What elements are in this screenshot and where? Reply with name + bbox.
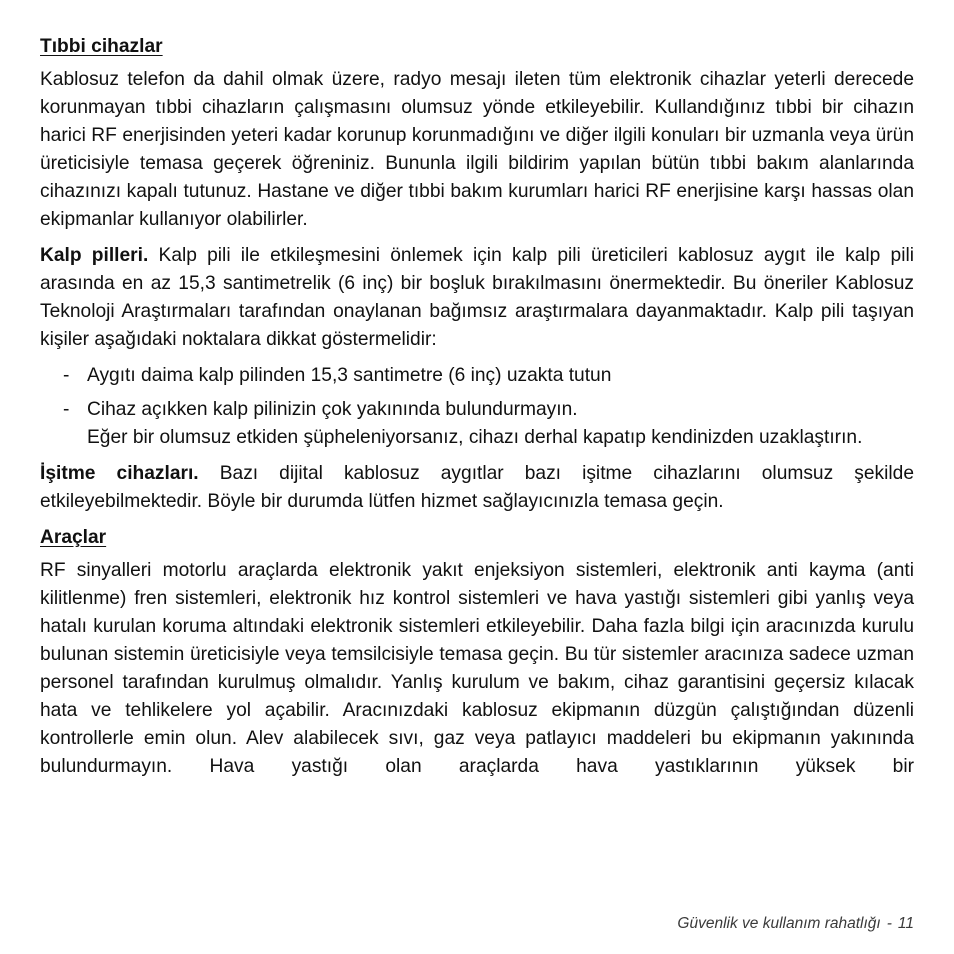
list-item bbox=[40, 362, 914, 390]
paragraph-pacemakers bbox=[40, 242, 914, 354]
paragraph-medical-devices: Kablosuz telefon da dahil olmak üzere, radyo mesajı ileten tüm elektronik cihazlar yeterli derecede korunmayan tıbbi cihazların çalışmasını olumsuz yönde etkileyebilir. Kullandığınız tıbbi bir cihazın harici RF enerjisinden yeteri kadar korunup korunmadığını ve diğer ilgili konuları bir uzmanla veya ürün üreticisiyle temasa geçerek öğreniniz. Bununla ilgili bildirim yapılan bütün tıbbi bakım alanlarında cihazınızı kapalı tutunuz. Hastane ve diğer tıbbi bakım kurumları harici RF enerjisine karşı hassas olan ekipmanlar kullanıyor olabilirler. bbox=[40, 69, 914, 230]
bullet-dash: - bbox=[63, 399, 70, 420]
list-item-text: Aygıtı daima kalp pilinden 15,3 santimetre (6 inç) uzakta tutun bbox=[87, 365, 612, 386]
hearing-aids-lead: İşitme cihazları. bbox=[40, 463, 199, 484]
list-item-text: Cihaz açıkken kalp pilinizin çok yakınında bulundurmayın. bbox=[87, 399, 578, 420]
page-footer bbox=[677, 915, 914, 933]
document-page bbox=[40, 33, 914, 789]
pacemaker-bullet-list bbox=[40, 362, 914, 452]
section-heading-medical-devices: Tıbbi cihazlar bbox=[40, 36, 163, 57]
hearing-aids-text: Bazı dijital kablosuz aygıtlar bazı işitme cihazlarını olumsuz şekilde etkileyebilmektedir. Böyle bir durumda lütfen hizmet sağlayıcınızla temasa geçin. bbox=[40, 463, 914, 512]
paragraph-vehicles: RF sinyalleri motorlu araçlarda elektronik yakıt enjeksiyon sistemleri, elektronik anti kayma (anti kilitlenme) fren sistemleri, elektronik hız kontrol sistemleri ve hava yastığı sistemleri gibi yanlış veya hatalı kurulan koruma altındaki elektronik sistemleri etkileyebilir. Daha fazla bilgi için aracınızda kurulu bulunan sistemin üreticisiyle veya temsilcisiyle temasa geçin. Bu tür sistemler aracınıza sadece uzman personel tarafından kurulmuş olmalıdır. Yanlış kurulum ve bakım, cihaz garantisini geçersiz kılacak hata ve tehlikelere yol açabilir. Aracınızdaki kablosuz ekipmanın düzgün çalıştığından düzenli kontrollerle emin olun. Alev alabilecek sıvı, gaz veya patlayıcı maddeleri bu ekipmanın yakınında bulundurmayın. Hava yastığı olan araçlarda hava yastıklarının yüksek bir bbox=[40, 560, 914, 777]
list-item bbox=[40, 396, 914, 452]
footer-title: Güvenlik ve kullanım rahatlığı bbox=[677, 915, 881, 932]
list-item-subtext: Eğer bir olumsuz etkiden şüpheleniyorsanız, cihazı derhal kapatıp kendinizden uzaklaştırın. bbox=[87, 427, 863, 448]
footer-separator: - bbox=[886, 915, 892, 932]
pacemakers-lead: Kalp pilleri. bbox=[40, 245, 149, 266]
paragraph-hearing-aids bbox=[40, 460, 914, 516]
section-heading-vehicles: Araçlar bbox=[40, 527, 107, 548]
bullet-dash: - bbox=[63, 365, 70, 386]
page-number: 11 bbox=[897, 915, 914, 932]
pacemakers-text: Kalp pili ile etkileşmesini önlemek için kalp pili üreticileri kablosuz aygıt ile kalp pili arasında en az 15,3 santimetrelik (6 inç) bir boşluk bırakılmasını önermektedir. Bu öneriler Kablosuz Teknoloji Araştırmaları tarafından onaylanan bağımsız araştırmalara dayanmaktadır. Kalp pili taşıyan kişiler aşağıdaki noktalara dikkat göstermelidir: bbox=[40, 245, 914, 350]
